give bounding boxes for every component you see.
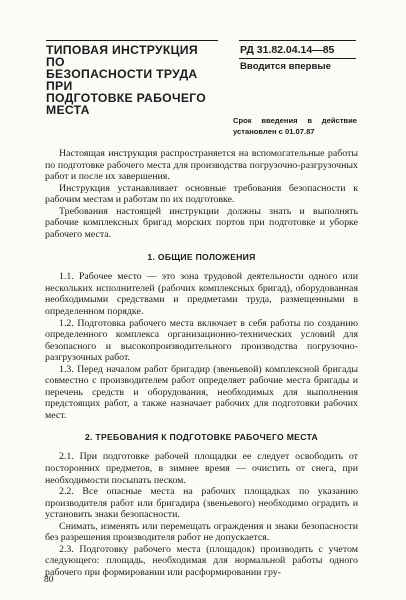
document-code: РД 31.82.04.14—85 [240,44,335,56]
section-2-paragraph-2: 2.2. Все опасные места на рабочих площадках по указанию производителя работ или бригадира (звеньевого) необходимо оградить и установить знаки безопасности. [45,486,358,521]
title-top-rule [46,40,218,41]
section-1-paragraph-3: 1.3. Перед началом работ бригадир (звеньевой) комплексной бригады совместно с производителем работ определяет рабочие места бригады и перечень средств и оборудования, необходимых для выполнения предстоящих работ, а также назначает рабочих для подготовки рабочих мест. [45,363,358,421]
section-2-heading: 2. ТРЕБОВАНИЯ К ПОДГОТОВКЕ РАБОЧЕГО МЕСТА [84,432,319,443]
document-body [45,148,358,579]
code-bottom-rule [239,58,356,59]
intro-paragraph-3: Требования настоящей инструкции должны знать и выполнять рабочие комплексных бригад морских портов при подготовке и уборке рабочего места. [45,205,358,240]
effective-date-note: Срок введения в действие установлен с 01.07.87 [233,116,357,136]
document-title: ТИПОВАЯ ИНСТРУКЦИЯ ПО БЕЗОПАСНОСТИ ТРУДА ПРИ ПОДГОТОВКЕ РАБОЧЕГО МЕСТА [46,43,207,117]
introduction-note: Вводится впервые [240,61,331,72]
section-1-paragraph-1: 1.1. Рабочее место — это зона трудовой деятельности одного или нескольких исполнителей (рабочих комплексных бригад), оборудованная необходимыми средствами и предметами труда, размещенными в определенном порядке. [45,271,358,318]
section-2-paragraph-4: 2.3. Подготовку рабочего места (площадок) производить с учетом следующего: площадь, необходимая для нормальной работы одного рабочего при формировании или расформировании гру- [45,543,358,578]
section-1-heading: 1. ОБЩИЕ ПОЛОЖЕНИЯ [147,252,256,263]
section-1-paragraph-2: 1.2. Подготовка рабочего места включает в себя работы по созданию определенного комплекса организационно-технических условий для безопасного и высокопроизводительного производства погрузочно-разгрузочных работ. [45,317,358,364]
section-2-paragraph-3: Снимать, изменять или перемещать ограждения и знаки безопасности без разрешения производителя работ не допускается. [45,520,358,544]
intro-paragraph-1: Настоящая инструкция распространяется на вспомогательные работы по подготовке рабочего места для производства погрузочно-разгрузочных работ и после их завершения. [45,148,358,183]
section-2-paragraph-1: 2.1. При подготовке рабочей площадки ее следует освободить от посторонних предметов, в зимнее время — очистить от снега, при необходимости посыпать песком. [45,451,358,486]
document-header [0,0,406,117]
intro-paragraph-2: Инструкция устанавливает основные требования безопасности к рабочим местам и работам по их подготовке. [45,182,358,206]
page-number: 80 [44,575,54,585]
code-top-rule [239,40,356,41]
